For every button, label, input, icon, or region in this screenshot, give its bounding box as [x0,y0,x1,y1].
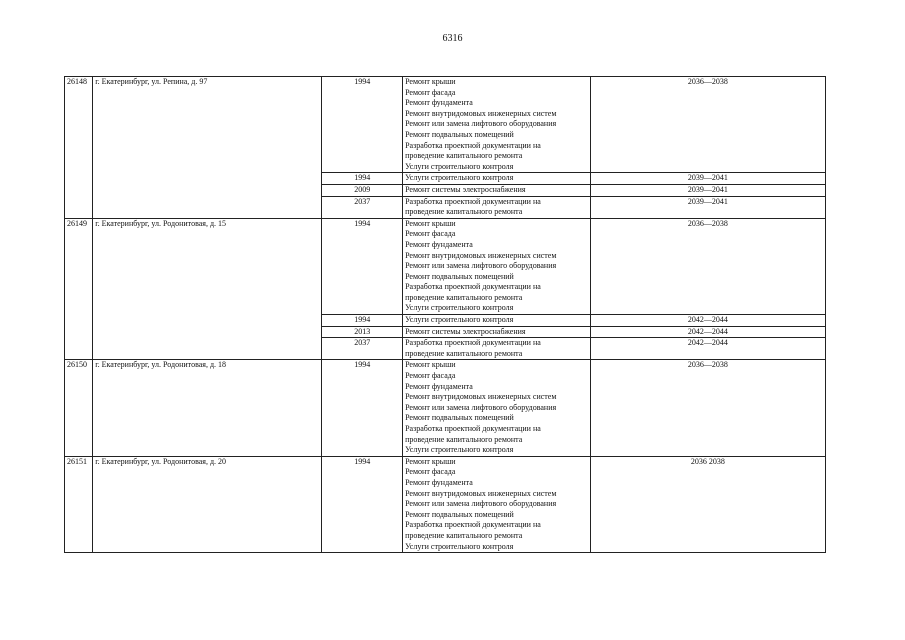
table-row [65,218,826,314]
table-row [65,360,826,456]
work-type-line: Услуги строительного контроля [405,315,514,325]
work-type-line: Ремонт крыши [405,360,456,370]
work-type-line: Ремонт фасада [405,371,456,381]
work-type-line: Ремонт подвальных помещений [405,509,514,519]
work-type-line: Ремонт системы электроснабжения [405,326,526,336]
work-type-cell [403,456,591,552]
table-row [65,456,826,552]
work-type-line: Ремонт внутридомовых инженерных систем [405,488,557,498]
table-row [65,77,826,173]
work-type-line: Ремонт внутридомовых инженерных систем [405,108,557,118]
year-cell: 2013 [322,326,403,338]
work-type-line: Ремонт крыши [405,456,456,466]
period-cell: 2036—2038 [590,360,825,456]
work-type-line: проведение капитального ремонта [405,348,523,358]
address-cell: г. Екатеринбург, ул. Родонитовая, д. 18 [93,360,322,456]
work-type-line: Разработка проектной документации на [405,338,541,348]
work-type-line: проведение капитального ремонта [405,434,523,444]
work-type-line: Услуги строительного контроля [405,173,514,183]
year-cell: 1994 [322,315,403,327]
work-type-line: Ремонт или замена лифтового оборудования [405,261,557,271]
work-type-line: Ремонт крыши [405,77,456,86]
work-type-line: Ремонт внутридомовых инженерных систем [405,392,557,402]
period-cell: 2042—2044 [590,338,825,360]
work-type-line: Разработка проектной документации на [405,282,541,292]
work-type-cell [403,77,591,173]
work-type-cell [403,184,591,196]
work-type-line: Ремонт фундамента [405,98,473,108]
period-cell: 2036—2038 [590,77,825,173]
work-type-line: Ремонт или замена лифтового оборудования [405,402,557,412]
work-type-line: Услуги строительного контроля [405,541,514,551]
work-type-line: Ремонт системы электроснабжения [405,184,526,194]
year-cell: 1994 [322,360,403,456]
work-type-line: Ремонт подвальных помещений [405,129,514,139]
work-type-line: Ремонт фасада [405,229,456,239]
address-cell: г. Екатеринбург, ул. Родонитовая, д. 20 [93,456,322,552]
period-cell: 2039—2041 [590,196,825,218]
address-cell: г. Екатеринбург, ул. Репина, д. 97 [93,77,322,219]
address-cell: г. Екатеринбург, ул. Родонитовая, д. 15 [93,218,322,360]
year-cell: 2037 [322,338,403,360]
work-type-line: Услуги строительного контроля [405,445,514,455]
work-type-cell [403,196,591,218]
period-cell: 2042—2044 [590,326,825,338]
work-type-line: Ремонт крыши [405,218,456,228]
period-cell: 2042—2044 [590,315,825,327]
work-type-cell [403,315,591,327]
work-type-line: Ремонт подвальных помещений [405,271,514,281]
year-cell: 2037 [322,196,403,218]
object-id-cell: 26150 [65,360,93,456]
work-type-line: Разработка проектной документации на [405,196,541,206]
work-type-line: Разработка проектной документации на [405,140,541,150]
work-type-line: Ремонт фундамента [405,239,473,249]
work-type-line: проведение капитального ремонта [405,207,523,217]
work-type-cell [403,218,591,314]
work-type-line: Ремонт внутридомовых инженерных систем [405,250,557,260]
work-type-line: проведение капитального ремонта [405,151,523,161]
year-cell: 1994 [322,173,403,185]
year-cell: 1994 [322,77,403,173]
work-type-line: Услуги строительного контроля [405,303,514,313]
year-cell: 1994 [322,218,403,314]
work-type-line: Услуги строительного контроля [405,161,514,171]
work-type-cell [403,173,591,185]
period-cell: 2039—2041 [590,184,825,196]
work-type-line: Разработка проектной документации на [405,520,541,530]
period-cell: 2039—2041 [590,173,825,185]
page-number: 6316 [442,33,463,44]
object-id-cell: 26151 [65,456,93,552]
work-type-cell [403,360,591,456]
work-type-cell [403,338,591,360]
work-type-cell [403,326,591,338]
period-cell: 2036 2038 [590,456,825,552]
work-type-line: проведение капитального ремонта [405,530,523,540]
work-type-line: Ремонт подвальных помещений [405,413,514,423]
work-type-line: проведение капитального ремонта [405,292,523,302]
work-type-line: Ремонт или замена лифтового оборудования [405,499,557,509]
work-type-line: Разработка проектной документации на [405,424,541,433]
object-id-cell: 26149 [65,218,93,360]
work-type-line: Ремонт фасада [405,87,456,97]
repair-schedule-table [64,76,826,553]
work-type-line: Ремонт фундамента [405,381,473,391]
work-type-line: Ремонт фундамента [405,477,473,487]
period-cell: 2036—2038 [590,218,825,314]
year-cell: 1994 [322,456,403,552]
object-id-cell: 26148 [65,77,93,219]
work-type-line: Ремонт или замена лифтового оборудования [405,119,557,129]
year-cell: 2009 [322,184,403,196]
table-body [65,77,826,553]
work-type-line: Ремонт фасада [405,467,456,477]
